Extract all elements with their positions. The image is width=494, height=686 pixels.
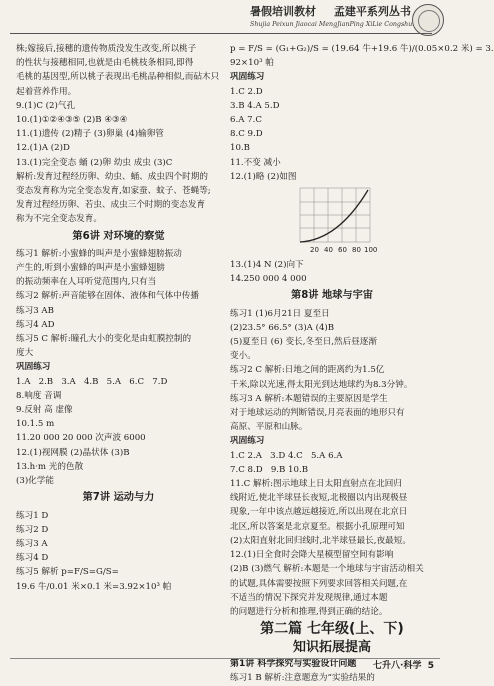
text-line bbox=[230, 463, 434, 477]
text-line: 的试题,具体需要按照下列要求回答相关问题,在 bbox=[230, 578, 408, 589]
lesson-7-title: 第7讲 运动与力 bbox=[82, 492, 155, 504]
text-line: 不适当的情况下探究并发现规律,通过本题 bbox=[230, 592, 388, 603]
lesson-1-title: 第1讲 科学探究与实验设计问题 bbox=[230, 659, 357, 670]
text-line: 的性状与接穗相同,也就是由毛桃枝条相同,即得 bbox=[16, 58, 194, 69]
text-line bbox=[230, 449, 434, 463]
text-line: 8.响度 音调 bbox=[16, 390, 62, 401]
text-line: 练习4 AD bbox=[16, 319, 55, 330]
answer-graph bbox=[230, 184, 434, 258]
text-line: 练习3 A bbox=[16, 538, 48, 549]
text-line: 练习4 D bbox=[16, 553, 49, 564]
text-line: 13.(1)完全变态 蛹 (2)卵 幼虫 成虫 (3)C bbox=[16, 157, 173, 168]
text-line: 12.(1)A (2)D bbox=[16, 143, 70, 154]
text-line: 练习5 解析 p=F/S=G/S= bbox=[16, 567, 119, 578]
answer: 7.C 8.D bbox=[230, 464, 263, 475]
lesson-8-title: 第8讲 地球与宇宙 bbox=[291, 290, 373, 302]
part-title: 第二篇 七年级(上、下) bbox=[260, 621, 404, 638]
text-line: 产生的,听到小蜜蜂的叫声是小蜜蜂翅膀 bbox=[16, 263, 165, 274]
text-line: 11.(1)遗传 (2)精子 (3)卵巢 (4)输卵管 bbox=[16, 129, 164, 140]
text-line: 14.250 000 4 000 bbox=[230, 274, 307, 285]
text-line: (3)化学能 bbox=[16, 476, 54, 487]
text-line: 19.6 牛/0.01 米×0.1 米=3.92×10³ 帕 bbox=[16, 581, 172, 592]
text-line: 株;嫁接后,接穗的遗传物质没发生改变,所以桃子 bbox=[16, 44, 197, 54]
section-heading: 巩固练习 bbox=[230, 436, 265, 447]
text-line: 11.20 000 20 000 次声波 6000 bbox=[16, 433, 146, 444]
text-line: (2)23.5° 66.5° (3)A (4)B bbox=[230, 322, 335, 333]
answer: 7.D bbox=[152, 376, 168, 387]
text-line: 变态发育称为完全变态发育,如家蚕、蚊子、苍蝇等; bbox=[16, 186, 211, 197]
answer: 5.A 6.A bbox=[310, 450, 343, 461]
text-line: 现象,一年中该点越远越接近,所以出现在北京日 bbox=[230, 507, 408, 518]
text-line: 的问题进行分析和推理,得到正确的结论。 bbox=[230, 606, 388, 617]
answer: 5.A bbox=[106, 376, 122, 387]
answer: 1.A bbox=[16, 376, 31, 387]
text-line: 对于地球运动的判断错误,月亮表面的地形只有 bbox=[230, 408, 405, 419]
header-divider bbox=[10, 33, 432, 34]
text-line: 练习1 解析:小蜜蜂的叫声是小蜜蜂翅膀振动 bbox=[16, 248, 182, 259]
left-column bbox=[16, 42, 221, 594]
text-line: 6.A 7.C bbox=[230, 115, 262, 126]
text-line: 练习1 (1)6月21日 夏至日 bbox=[230, 308, 330, 319]
text-line: 3.B 4.A 5.D bbox=[230, 100, 280, 111]
text-line: 练习5 C 解析:瞳孔大小的变化是由虹膜控制的 bbox=[16, 334, 192, 345]
part-subtitle: 知识拓展提高 bbox=[292, 640, 371, 656]
formula-line: 92×10³ 帕 bbox=[230, 58, 274, 69]
text-line: 练习2 解析:声音能够在固体、液体和气体中传播 bbox=[16, 291, 199, 302]
text-line: 练习2 C 解析:日地之间的距离约为1.5亿 bbox=[230, 365, 385, 376]
text-line: 起着营养作用。 bbox=[16, 86, 77, 97]
header-title-right: 孟建平系列丛书 bbox=[333, 5, 411, 18]
section-heading: 巩固练习 bbox=[16, 362, 51, 373]
text-line: 练习3 AB bbox=[16, 305, 54, 316]
graph-tick: 80 bbox=[352, 246, 361, 255]
answer: 6.C bbox=[129, 376, 145, 387]
text-line: 11.C 解析:图示地球上日太阳直射点在北回归 bbox=[230, 479, 402, 490]
text-line: 8.C 9.D bbox=[230, 129, 263, 140]
text-line: 13.h·m 光的色散 bbox=[16, 461, 84, 472]
text-line: 10.B bbox=[230, 143, 250, 154]
text-line: 的振动频率在人耳听觉范围内,只有当 bbox=[16, 277, 157, 288]
text-line: 练习3 A 解析:本题错误的主要原因是学生 bbox=[230, 393, 388, 404]
text-line: 变小。 bbox=[230, 351, 256, 362]
text-line: 10.(1)①②④③⑤ (2)B ④③④ bbox=[16, 115, 128, 126]
text-line: 毛桃的基因型,所以桃子表现出毛桃品种相似,而砧木只 bbox=[16, 72, 220, 83]
text-line: 10.1.5 m bbox=[16, 419, 55, 430]
text-line: 11.不变 减小 bbox=[230, 157, 281, 168]
text-line: 高原、平原和山脉。 bbox=[230, 422, 308, 433]
text-line: (2)太阳直射北回归线时,北半球昼最长,夜最短。 bbox=[230, 535, 411, 546]
footer-label: 七升八·科学 bbox=[373, 661, 422, 671]
curve-graph bbox=[230, 184, 434, 258]
graph-tick: 100 bbox=[364, 246, 378, 255]
lesson-6-title: 第6讲 对环境的察觉 bbox=[72, 230, 165, 242]
text-line bbox=[16, 375, 221, 389]
text-line: 线附近,使北半球昼长夜短,北极圈以内出现极昼 bbox=[230, 493, 408, 504]
text-line: 9.(1)C (2)气孔 bbox=[16, 100, 76, 111]
answer: 2.B bbox=[38, 376, 54, 387]
answer: 3.A bbox=[61, 376, 76, 387]
publisher-logo-icon bbox=[412, 4, 444, 36]
text-line: 练习2 D bbox=[16, 524, 49, 535]
text-line: 练习1 D bbox=[16, 510, 49, 521]
answer: 4.B bbox=[83, 376, 99, 387]
right-column bbox=[230, 42, 494, 686]
text-line: 北区,所以答案是北京夏至。根据小孔原理可知 bbox=[230, 521, 405, 532]
series-title bbox=[250, 3, 411, 19]
text-line: 练习1 B 解析:注意题意为“实验结果的 bbox=[230, 673, 375, 684]
graph-tick: 20 bbox=[310, 246, 319, 255]
header-title-left: 暑假培训教材 bbox=[250, 5, 316, 18]
text-line: 12.(1)日全食时会降大星模型留空间有影响 bbox=[230, 550, 394, 561]
text-line: 度大 bbox=[16, 348, 34, 359]
graph-tick: 40 bbox=[324, 246, 333, 255]
text-line: (2)B (3)燃气 解析:本题是一个地球与宇宙活动相关 bbox=[230, 564, 424, 575]
text-line: (5)夏至日 (6) 变长,冬至日,然后昼逐渐 bbox=[230, 337, 377, 348]
text-line: 称为不完全变态发育。 bbox=[16, 214, 102, 225]
text-line: 13.(1)4 N (2)向下 bbox=[230, 260, 304, 271]
page-footer bbox=[373, 658, 434, 671]
text-line: 12.(1)视网膜 (2)晶状体 (3)B bbox=[16, 447, 130, 458]
formula-line: p = F/S = (G₁+G₂)/S = (19.64 牛+19.6 牛)/(0.05×0.2 米) = 3. bbox=[230, 44, 494, 54]
text-line: 1.C 2.D bbox=[230, 86, 263, 97]
answer: 3.D 4.C bbox=[270, 450, 303, 461]
answer: 1.C 2.A bbox=[230, 450, 262, 461]
text-line: 千米,除以光速,得太阳光到达地球约为8.3分钟。 bbox=[230, 379, 413, 390]
text-line: 9.反射 高 虚像 bbox=[16, 405, 73, 416]
section-heading: 巩固练习 bbox=[230, 72, 265, 83]
text-line: 12.(1)略 (2)如图 bbox=[230, 171, 297, 182]
header-subtitle: Shujia Peixun Jiaocai MengJianPing XiLie Congshu bbox=[250, 21, 413, 28]
text-line: 发育过程经历卵、若虫、成虫三个时期的变态发育 bbox=[16, 200, 206, 211]
graph-tick: 60 bbox=[338, 246, 347, 255]
text-line: 解析:发育过程经历卵、幼虫、蛹、成虫四个时期的 bbox=[16, 171, 208, 182]
page-number: 5 bbox=[427, 661, 434, 671]
curve-line bbox=[300, 190, 368, 242]
answer: 9.B 10.B bbox=[270, 464, 309, 475]
